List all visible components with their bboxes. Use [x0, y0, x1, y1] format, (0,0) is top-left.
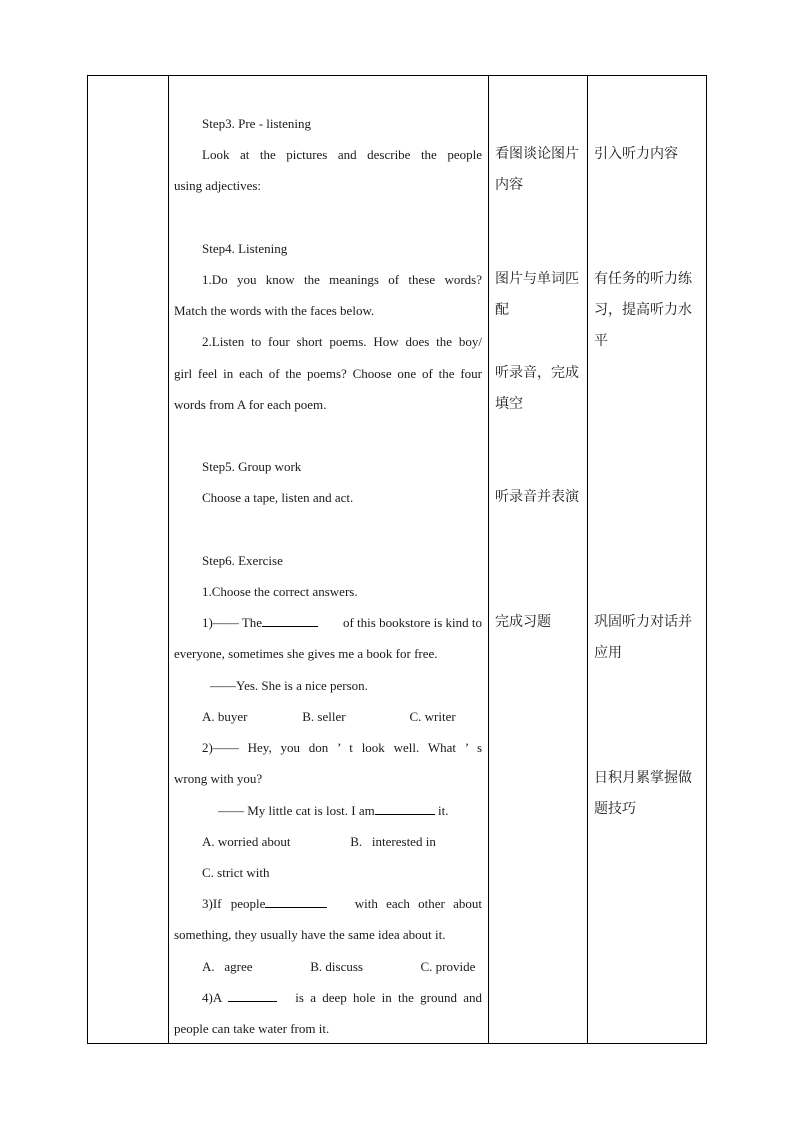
question-2-line: 2)—— Hey, you don ’ t look well. What ’ s — [202, 740, 482, 755]
question-1-rest: of this bookstore is kind to — [342, 615, 482, 630]
purpose-text: 应用 — [594, 645, 622, 661]
activity-text: 完成习题 — [495, 614, 551, 630]
step3-line: using adjectives: — [174, 178, 262, 193]
question-2-reply-suffix: it. — [437, 803, 449, 818]
question-4-prefix: 4)A — [202, 990, 223, 1005]
activity-text: 内容 — [495, 177, 523, 193]
option-a: A. worried about — [202, 834, 291, 849]
activity-text: 听录音，完成 — [495, 365, 579, 381]
question-1-line: everyone, sometimes she gives me a book for free. — [174, 646, 438, 661]
question-1-prefix: 1)—— The — [202, 615, 263, 630]
option-b: B. interested in — [350, 834, 436, 849]
answer-blank — [375, 803, 435, 815]
question-4-line: people can take water from it. — [174, 1021, 330, 1036]
step4-line: 2.Listen to four short poems. How does the boy/ — [202, 334, 482, 349]
purpose-text: 平 — [594, 333, 608, 349]
answer-blank — [262, 615, 318, 627]
step4-line: 1.Do you know the meanings of these words? — [202, 272, 482, 287]
question-2-options — [168, 834, 488, 850]
purpose-text: 题技巧 — [594, 801, 636, 817]
activity-text: 配 — [495, 302, 509, 318]
option-b: B. discuss — [310, 959, 363, 974]
question-3-line: something, they usually have the same idea about it. — [174, 927, 446, 942]
question-2-reply — [168, 803, 488, 819]
step4-line: Match the words with the faces below. — [174, 303, 375, 318]
activity-text: 填空 — [495, 396, 523, 412]
activity-text: 听录音并表演 — [495, 489, 579, 505]
option-c: C. writer — [409, 709, 456, 724]
question-3-prefix: 3)If people — [202, 896, 266, 911]
question-1-options — [168, 709, 488, 725]
activity-text: 图片与单词匹 — [495, 271, 579, 287]
purpose-text: 习，提高听力水 — [594, 302, 692, 318]
purpose-text: 巩固听力对话并 — [594, 614, 692, 630]
teaching-steps-column — [168, 76, 488, 1043]
activity-text: 看图谈论图片 — [495, 146, 579, 162]
question-3-line — [168, 896, 488, 912]
answer-blank — [228, 990, 277, 1002]
step4-line: girl feel in each of the poems? Choose one of the four — [174, 366, 482, 381]
student-activity-column — [488, 76, 587, 1043]
option-a: A. buyer — [202, 709, 248, 724]
purpose-text: 日积月累掌握做 — [594, 770, 692, 786]
question-2-reply-prefix: —— My little cat is lost. I am — [218, 803, 375, 818]
question-4-rest: is a deep hole in the ground and — [295, 990, 482, 1005]
step4-line: words from A for each poem. — [174, 397, 327, 412]
step6-intro: 1.Choose the correct answers. — [202, 584, 358, 599]
option-c: C. strict with — [202, 865, 270, 880]
option-a: A. agree — [202, 959, 253, 974]
purpose-text: 引入听力内容 — [594, 146, 678, 162]
step6-title: Step6. Exercise — [202, 553, 283, 568]
purpose-column — [587, 76, 708, 1043]
step4-title: Step4. Listening — [202, 241, 288, 256]
question-1-line — [168, 615, 488, 631]
option-c: C. provide — [420, 959, 476, 974]
step5-title: Step5. Group work — [202, 459, 302, 474]
purpose-text: 有任务的听力练 — [594, 271, 692, 287]
question-3-rest: with each other about — [354, 896, 482, 911]
option-b: B. seller — [302, 709, 346, 724]
question-4-line — [168, 990, 488, 1006]
step5-line: Choose a tape, listen and act. — [202, 490, 354, 505]
question-2-line: wrong with you? — [174, 771, 263, 786]
question-1-reply: ——Yes. She is a nice person. — [210, 678, 368, 693]
step3-line: Look at the pictures and describe the people — [202, 147, 482, 162]
answer-blank — [265, 896, 327, 908]
step3-title: Step3. Pre - listening — [202, 116, 312, 131]
question-3-options — [168, 959, 488, 975]
lesson-table — [87, 75, 707, 1044]
